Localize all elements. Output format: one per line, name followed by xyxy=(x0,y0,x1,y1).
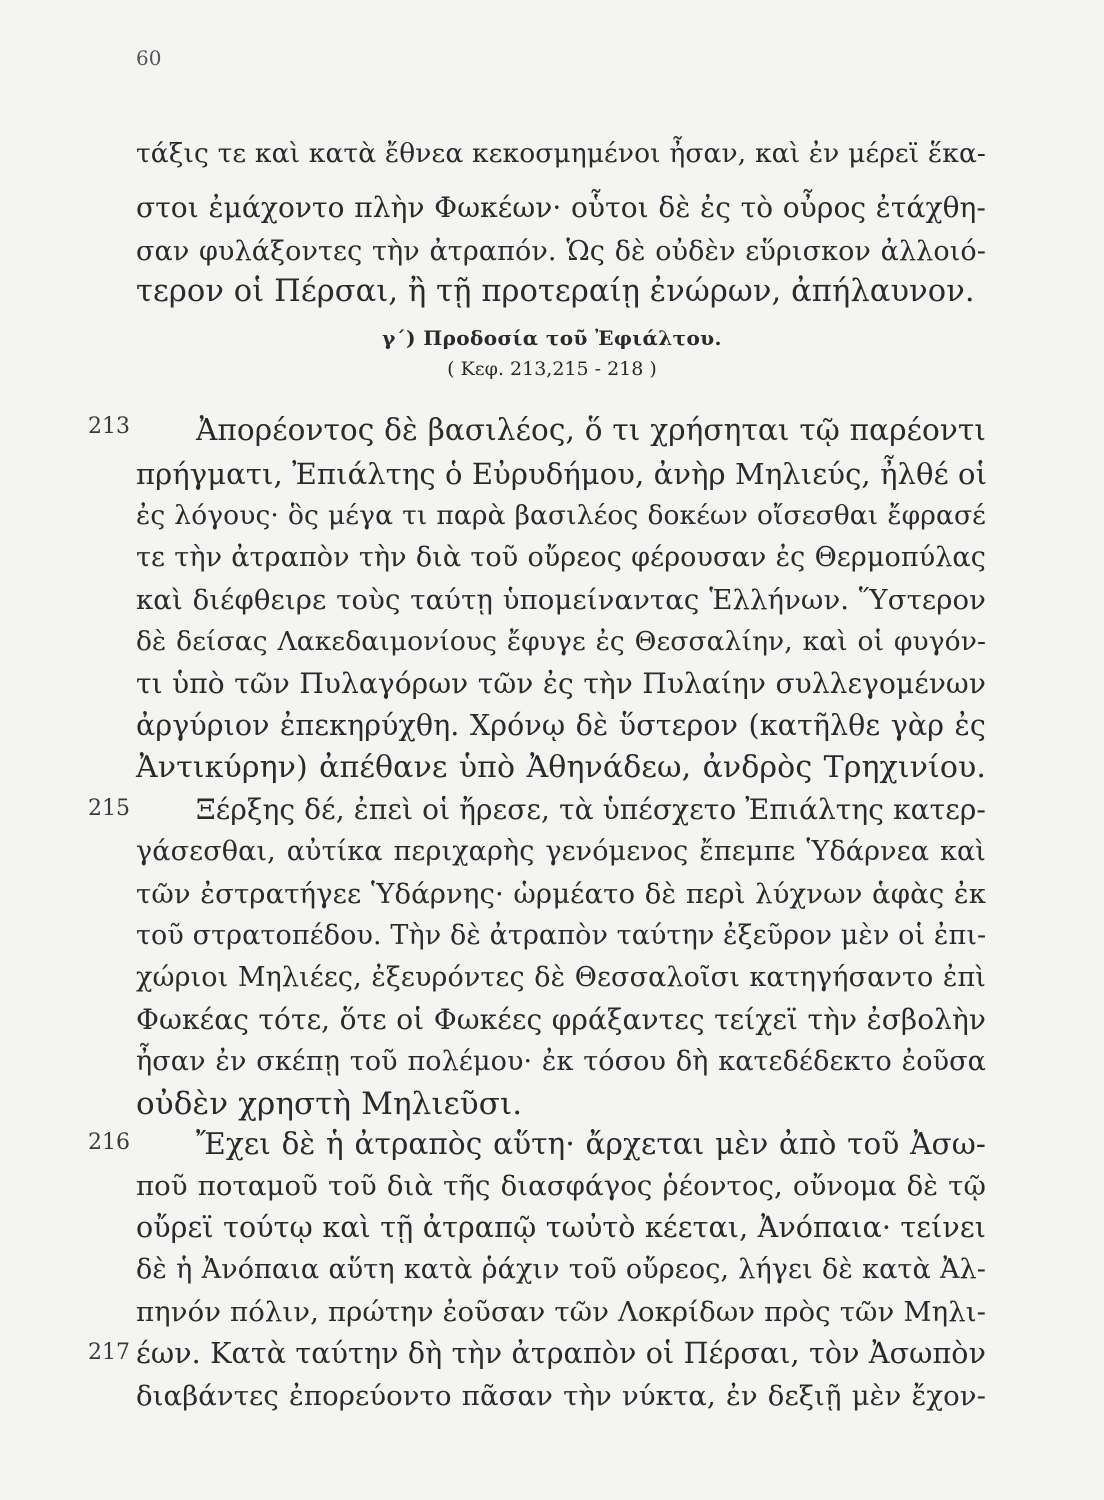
text-line: Ἔχει δὲ ἡ ἀτραπὸς αὕτη· ἄρχεται μὲν ἀπὸ τοῦ Ἀσω- xyxy=(196,1127,986,1161)
text-line: έων. Κατὰ ταύτην δὴ τὴν ἀτραπὸν οἱ Πέρσαι, τὸν Ἀσωπὸν xyxy=(136,1337,986,1370)
section-reference: ( Κεφ. 213,215 - 218 ) xyxy=(447,358,657,380)
text-line: οὔρεϊ τούτῳ καὶ τῇ ἀτραπῷ τωὐτὸ κέεται, Ἀνόπαια· τείνει xyxy=(136,1211,986,1244)
text-line: τε τὴν ἀτραπὸν τὴν διὰ τοῦ οὔρεος φέρουσαν ἐς Θερμοπύλας xyxy=(136,542,986,573)
text-line: δὲ ἡ Ἀνόπαια αὕτη κατὰ ῥάχιν τοῦ οὔρεος, λήγει δὲ κατὰ Ἀλ- xyxy=(136,1254,986,1285)
chapter-number: 216 xyxy=(88,1130,130,1155)
text-line: Ξέρξης δέ, ἐπεὶ οἱ ἤρεσε, τὰ ὑπέσχετο Ἐπιάλτης κατερ- xyxy=(196,793,986,826)
text-line: ἐς λόγους· ὃς μέγα τι παρὰ βασιλέος δοκέων οἴσεσθαι ἔφρασέ xyxy=(136,500,986,531)
chapter-number: 213 xyxy=(88,414,130,439)
page-number: 60 xyxy=(136,46,162,70)
section-title: γ΄) Προδοσία τοῦ Ἐφιάλτου. xyxy=(382,326,722,350)
text-line: καὶ διέφθειρε τοὺς ταύτῃ ὑπομείναντας Ἑλλήνων. Ὕστερον xyxy=(136,584,986,616)
text-line: δὲ δείσας Λακεδαιμονίους ἔφυγε ἐς Θεσσαλίην, καὶ οἱ φυγόν- xyxy=(136,626,986,657)
text-line: ἀργύριον ἐπεκηρύχθη. Χρόνῳ δὲ ὕστερον (κατῆλθε γὰρ ἐς xyxy=(136,709,986,742)
text-line: τι ὑπὸ τῶν Πυλαγόρων τῶν ἐς τὴν Πυλαίην συλλεγομένων xyxy=(136,667,986,700)
text-line: ποῦ ποταμοῦ τοῦ διὰ τῆς διασφάγος ῥέοντος, οὔνομα δὲ τῷ xyxy=(136,1170,986,1202)
text-line: ἦσαν ἐν σκέπῃ τοῦ πολέμου· ἐκ τόσου δὴ κατεδέδεκτο ἐοῦσα xyxy=(136,1046,986,1077)
text-line: σαν φυλάξοντες τὴν ἀτραπόν. Ὡς δὲ οὐδὲν εὕρισκον ἀλλοιό- xyxy=(136,236,986,267)
text-line: τῶν ἐστρατήγεε Ὑδάρνης· ὡρμέατο δὲ περὶ λύχνων ἁφὰς ἐκ xyxy=(136,878,986,910)
chapter-number: 217 xyxy=(88,1340,130,1365)
text-line: διαβάντες ἐπορεύοντο πᾶσαν τὴν νύκτα, ἐν δεξιῇ μὲν ἔχον- xyxy=(136,1380,986,1412)
text-line: οὐδὲν χρηστὴ Μηλιεῦσι. xyxy=(136,1086,523,1122)
text-line: Ἀπορέοντος δὲ βασιλέος, ὅ τι χρήσηται τῷ παρέοντι xyxy=(196,413,986,447)
text-line: στοι ἐμάχοντο πλὴν Φωκέων· οὗτοι δὲ ἐς τὸ οὖρος ἐτάχθη- xyxy=(136,191,986,224)
text-line: Φωκέας τότε, ὅτε οἱ Φωκέες φράξαντες τείχεϊ τὴν ἐσβολὴν xyxy=(136,1003,986,1036)
text-line: χώριοι Μηλιέες, ἐξευρόντες δὲ Θεσσαλοῖσι κατηγήσαντο ἐπὶ xyxy=(136,962,986,993)
text-line: Ἀντικύρην) ἀπέθανε ὑπὸ Ἀθηνάδεω, ἀνδρὸς Τρηχινίου. xyxy=(136,750,986,785)
text-line: τοῦ στρατοπέδου. Τὴν δὲ ἀτραπὸν ταύτην ἐξεῦρον μὲν οἱ ἐπι- xyxy=(136,920,987,951)
text-line: τάξις τε καὶ κατὰ ἔθνεα κεκοσμημένοι ἦσαν, καὶ ἐν μέρεϊ ἕκα- xyxy=(136,138,986,169)
text-line: πηνόν πόλιν, πρώτην ἐοῦσαν τῶν Λοκρίδων πρὸς τῶν Μηλι- xyxy=(136,1296,986,1328)
text-line: τερον οἱ Πέρσαι, ἢ τῇ προτεραίῃ ἐνώρων, ἀπήλαυνον. xyxy=(136,274,975,309)
chapter-number: 215 xyxy=(88,796,130,821)
text-line: πρήγματι, Ἐπιάλτης ὁ Εὐρυδήμου, ἀνὴρ Μηλιεύς, ἦλθέ οἱ xyxy=(136,457,988,491)
text-line: γάσεσθαι, αὐτίκα περιχαρὴς γενόμενος ἔπεμπε Ὑδάρνεα καὶ xyxy=(136,836,986,867)
